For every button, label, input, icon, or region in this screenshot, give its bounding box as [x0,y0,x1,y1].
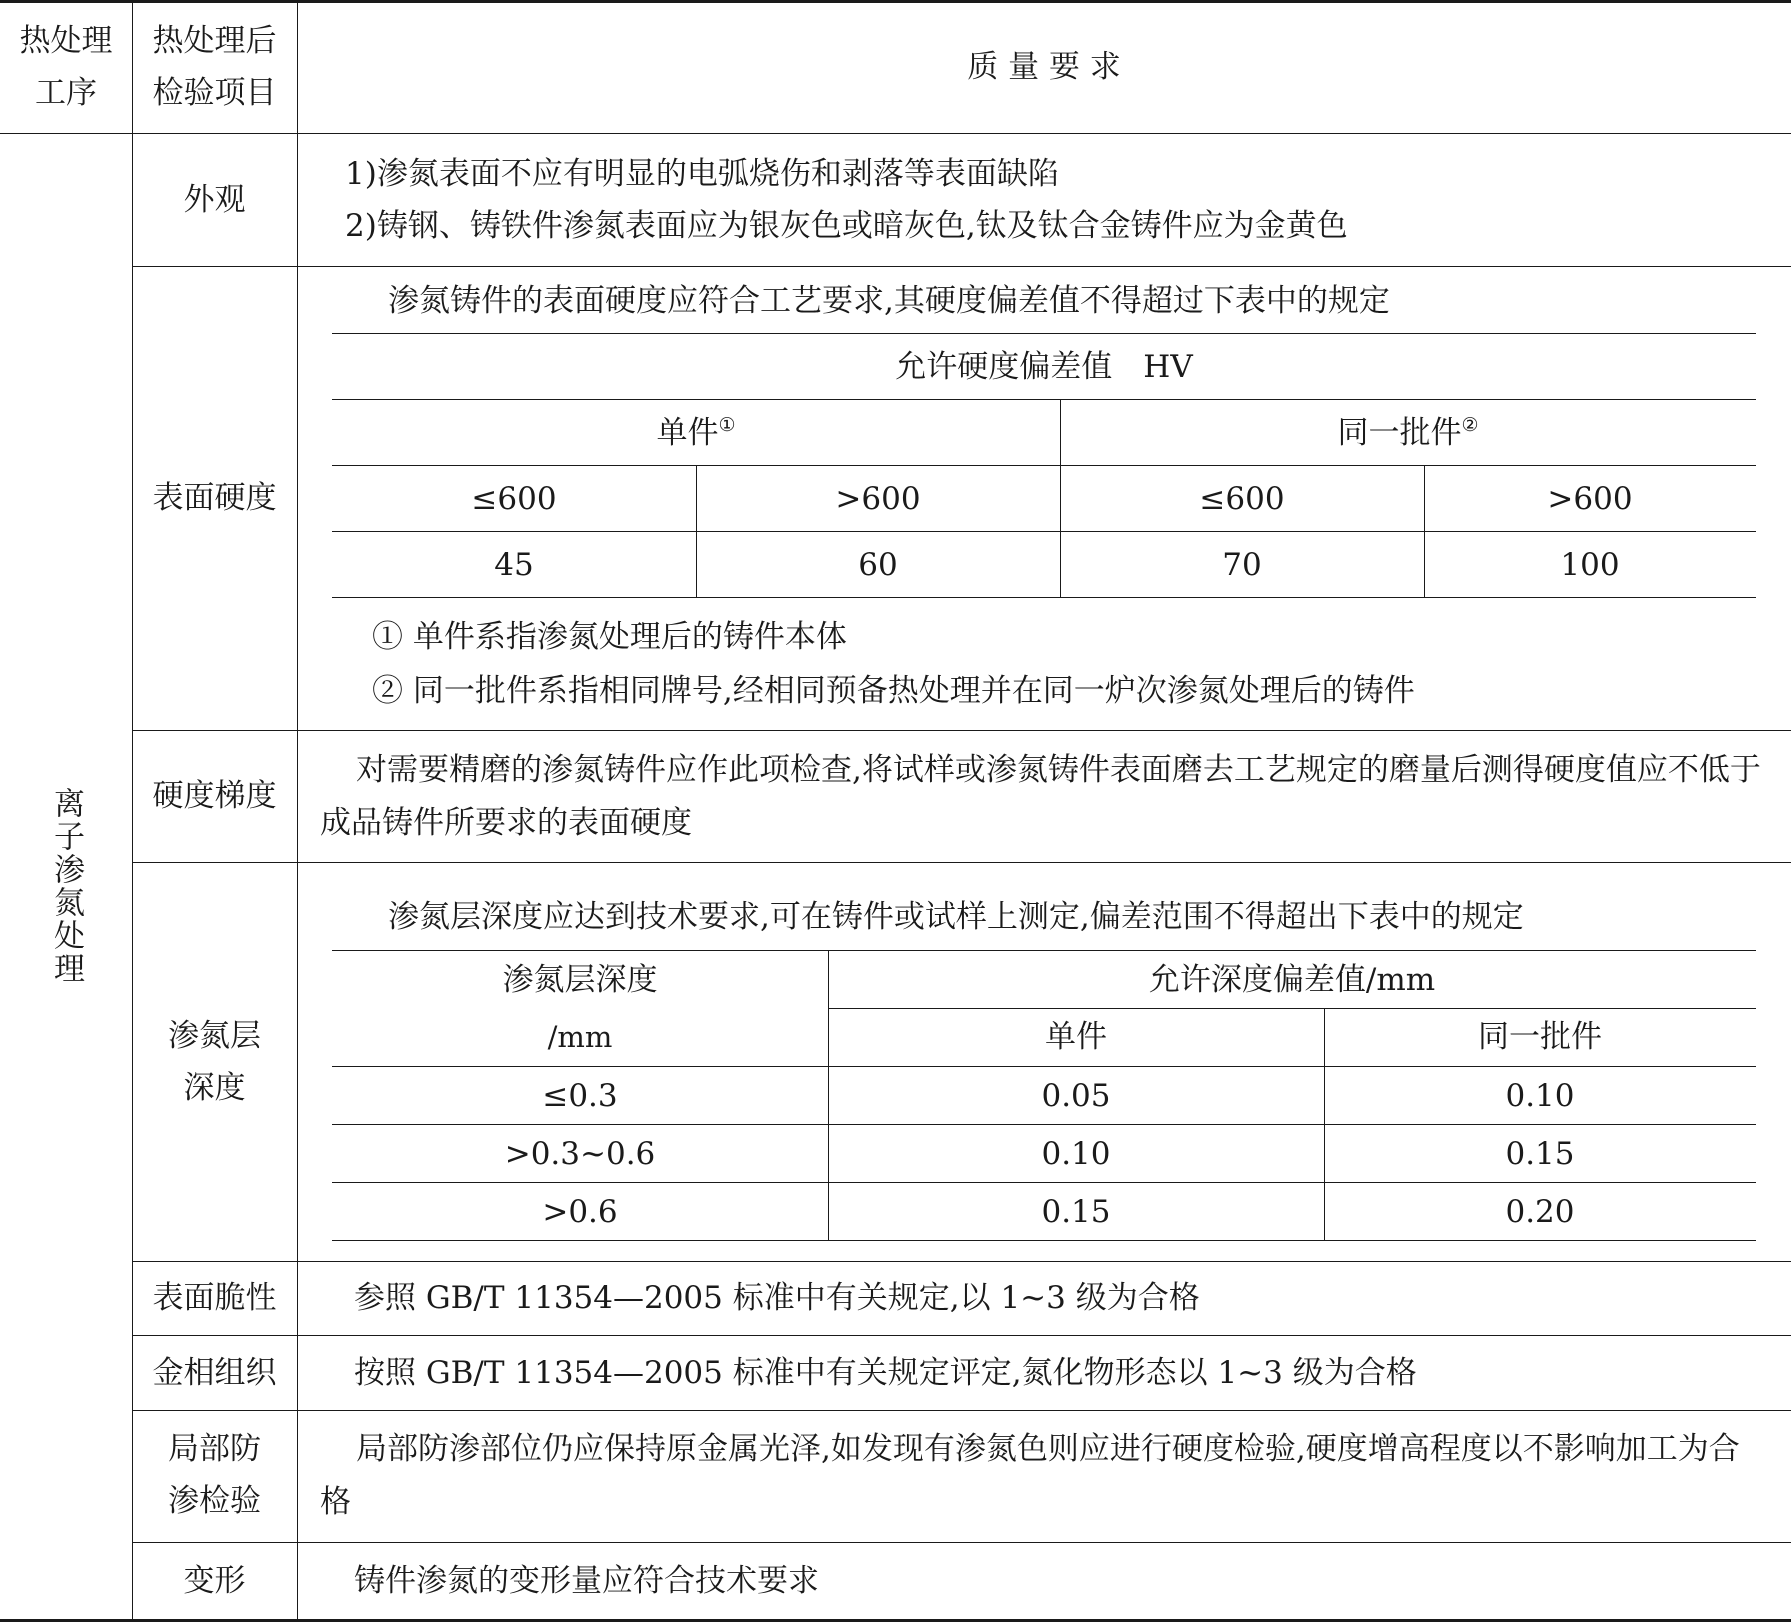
microstructure-text: 按照 GB/T 11354—2005 标准中有关规定评定,氮化物形态以 1~3 级为合格 [354,1355,1417,1391]
hardness-table-title: 允许硬度偏差值 HV [895,349,1193,385]
row-line-appearance [132,266,1791,267]
hardness-table-line-2 [332,465,1756,466]
depth-col-depth-line1: 渗氮层深度 [502,962,658,998]
hardness-table-top [332,333,1756,334]
hardness-sub-3: ≤600 [1199,481,1285,517]
footnote-mark-2: ② [1461,414,1479,436]
depth-col-tolerance: 允许深度偏差值/mm [1148,962,1436,998]
depth-table-line-4 [332,1182,1756,1183]
depth-row3-batch: 0.20 [1505,1194,1575,1230]
hardness-value-1: 45 [494,547,534,583]
depth-row2-batch: 0.15 [1505,1136,1575,1172]
depth-table-line-3 [332,1124,1756,1125]
header-process-line2: 工序 [35,75,97,111]
hardness-note-1: ① 单件系指渗氮处理后的铸件本体 [372,619,847,655]
row-line-brittleness [132,1335,1791,1336]
header-inspection-line2: 检验项目 [152,75,277,111]
item-appearance: 外观 [183,182,246,218]
row-line-gradient [132,862,1791,863]
item-deformation: 变形 [183,1563,246,1599]
hardness-value-3: 70 [1222,547,1262,583]
item-hardness-gradient: 硬度梯度 [152,778,277,814]
item-brittleness: 表面脆性 [152,1280,277,1316]
process-name: 离子渗氮处理 [48,787,84,985]
header-process-line1: 热处理 [19,23,113,59]
depth-table-line-1 [828,1008,1756,1009]
row-line-depth [132,1261,1791,1262]
hardness-vline-left [696,465,697,597]
depth-row1-batch: 0.10 [1505,1078,1575,1114]
header-inspection-line1: 热处理后 [152,23,277,59]
hardness-intro: 渗氮铸件的表面硬度应符合工艺要求,其硬度偏差值不得超过下表中的规定 [388,283,1390,319]
depth-row1-single: 0.05 [1041,1078,1111,1114]
depth-row2-depth: >0.3~0.6 [504,1136,656,1172]
row-line-microstructure [132,1410,1791,1411]
item-local-protection-line1: 局部防 [168,1431,261,1467]
hardness-table-line-3 [332,531,1756,532]
table-bottom-border [0,1619,1791,1622]
hardness-value-4: 100 [1560,547,1620,583]
footnote-mark-1: ① [718,414,736,436]
item-surface-hardness: 表面硬度 [152,480,277,516]
hardness-sub-4: >600 [1547,481,1633,517]
hardness-sub-1: ≤600 [471,481,557,517]
depth-col-depth-line2: /mm [547,1020,613,1054]
table-top-border [0,0,1791,3]
item-microstructure: 金相组织 [152,1355,277,1391]
hardness-value-2: 60 [858,547,898,583]
group-single-label: 单件 [656,415,719,451]
depth-row1-depth: ≤0.3 [542,1078,618,1114]
depth-row2-single: 0.10 [1041,1136,1111,1172]
depth-col-single: 单件 [1045,1019,1107,1055]
depth-col-batch: 同一批件 [1478,1019,1602,1055]
depth-table-line-2 [332,1066,1756,1067]
depth-row3-depth: >0.6 [542,1194,618,1230]
hardness-gradient-text: 对需要精磨的渗氮铸件应作此项检查,将试样或渗氮铸件表面磨去工艺规定的磨量后测得硬度值应不低于成品铸件所要求的表面硬度 [320,752,1761,841]
deformation-text: 铸件渗氮的变形量应符合技术要求 [354,1563,819,1599]
depth-table-top [332,950,1756,951]
hardness-table-line-1 [332,399,1756,400]
hardness-vline-mid [1060,399,1061,597]
hardness-note-2: ② 同一批件系指相同牌号,经相同预备热处理并在同一炉次渗氮处理后的铸件 [372,673,1415,709]
hardness-group-single [332,407,1060,459]
depth-vline-1 [828,950,829,1240]
item-case-depth-line1: 渗氮层 [168,1018,261,1054]
col-line-2 [297,0,298,1622]
depth-row3-single: 0.15 [1041,1194,1111,1230]
row-line-hardness [132,730,1791,731]
group-batch-label: 同一批件 [1337,415,1462,451]
depth-table-bottom [332,1240,1756,1241]
depth-intro: 渗氮层深度应达到技术要求,可在铸件或试样上测定,偏差范围不得超出下表中的规定 [388,899,1524,935]
hardness-group-batch [1060,407,1756,459]
hardness-table-bottom [332,597,1756,598]
header-requirement: 质 量 要 求 [967,49,1121,85]
item-local-protection-line2: 渗检验 [168,1483,261,1519]
depth-vline-2 [1324,1008,1325,1240]
header-bottom-line [0,133,1791,134]
appearance-line-1: 1)渗氮表面不应有明显的电弧烧伤和剥落等表面缺陷 [345,156,1059,192]
row-line-local [132,1542,1791,1543]
item-case-depth-line2: 深度 [183,1070,246,1106]
hardness-vline-right [1424,465,1425,597]
hardness-sub-2: >600 [835,481,921,517]
brittleness-text: 参照 GB/T 11354—2005 标准中有关规定,以 1~3 级为合格 [354,1280,1200,1316]
appearance-line-2: 2)铸钢、铸铁件渗氮表面应为银灰色或暗灰色,钛及钛合金铸件应为金黄色 [345,208,1348,244]
local-protection-text: 局部防渗部位仍应保持原金属光泽,如发现有渗氮色则应进行硬度检验,硬度增高程度以不影响加工为合格 [320,1431,1740,1520]
